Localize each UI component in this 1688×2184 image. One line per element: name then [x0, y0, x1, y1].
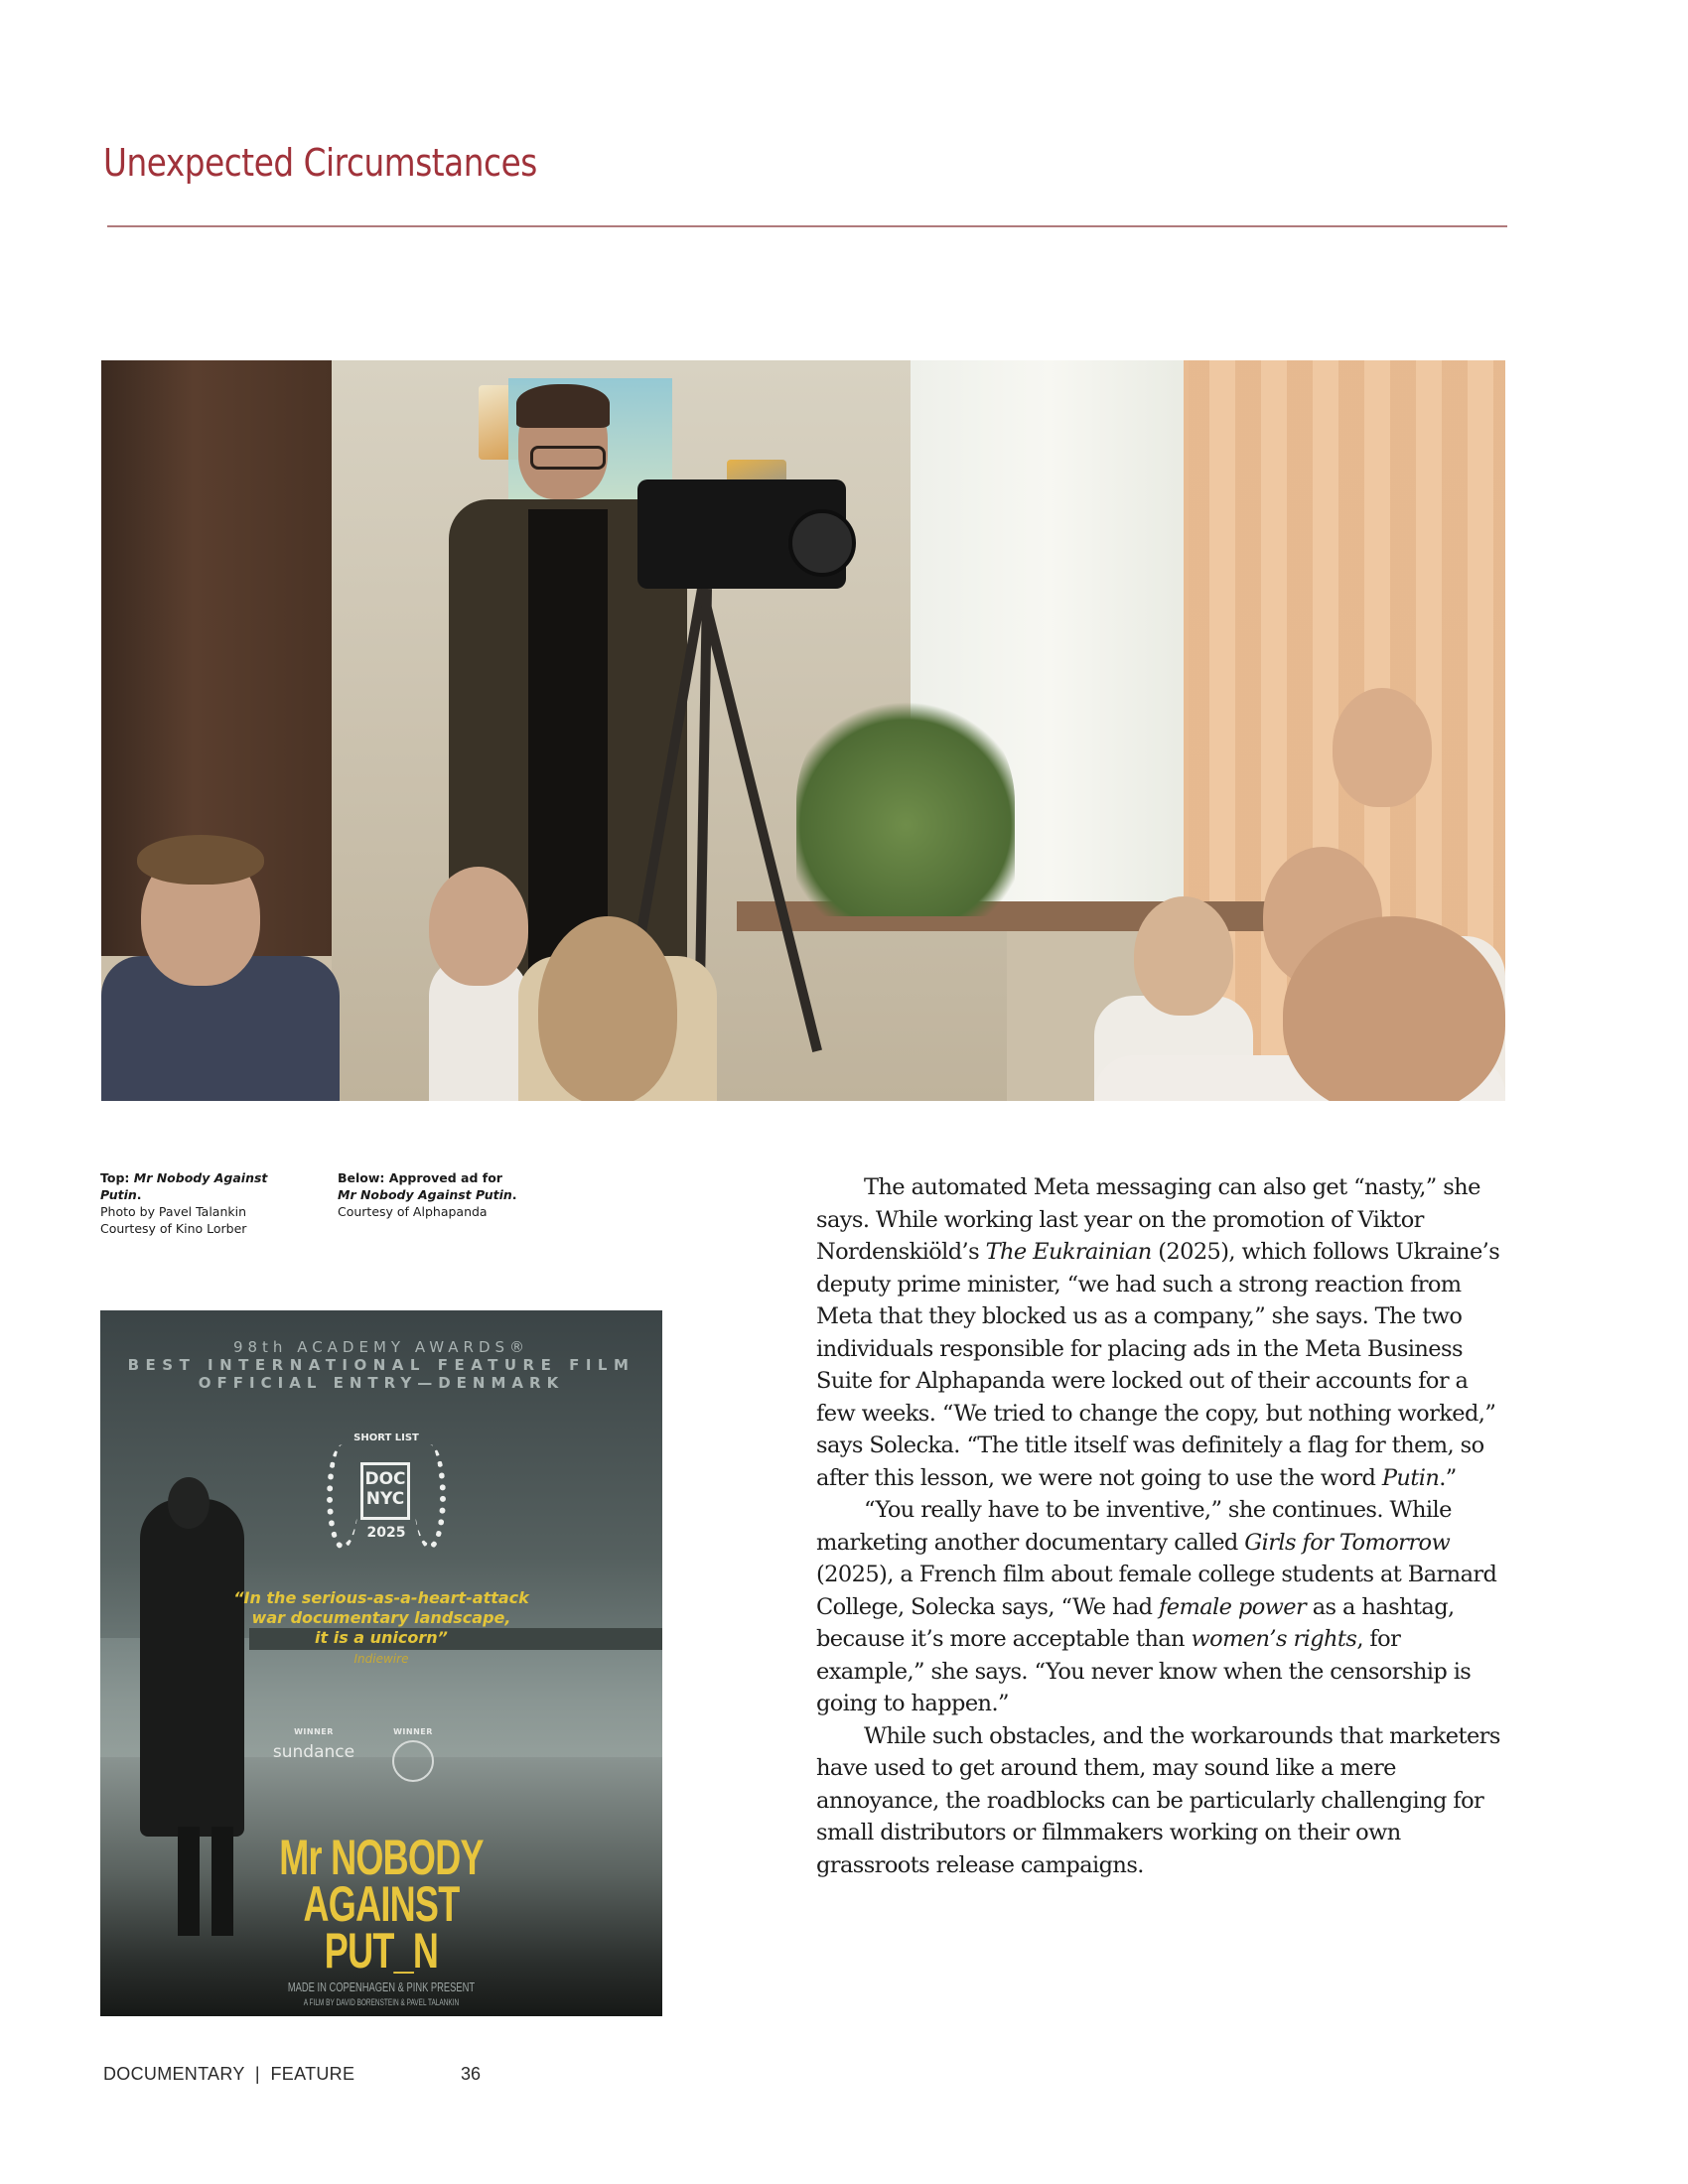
quote-line: war documentary landscape,	[251, 1608, 511, 1627]
child-hair	[137, 835, 264, 885]
title-line: PUT_N	[324, 1923, 439, 1979]
caption-label: Below: Approved ad for	[338, 1170, 502, 1185]
caption-top	[100, 1169, 299, 1237]
docnyc-logo-line: DOC	[364, 1469, 406, 1489]
poster-quote	[100, 1588, 662, 1648]
poster-entry-line: OFFICIAL ENTRY—DENMARK	[198, 1374, 565, 1392]
quote-source: Indiewire	[353, 1652, 409, 1666]
poster-directors: A FILM BY DAVID BORENSTEIN & PAVEL TALANKIN	[303, 1997, 460, 2007]
caption-credit: Photo by Pavel Talankin	[100, 1204, 247, 1219]
poster-academy-line: 98th ACADEMY AWARDS®	[232, 1338, 530, 1356]
page-number: 36	[461, 2064, 482, 2084]
award-name: sundance	[272, 1742, 355, 1762]
emphasis: female power	[1159, 1593, 1307, 1620]
top-photo	[101, 360, 1505, 1101]
video-camera	[637, 479, 846, 589]
poster-presenters: MADE IN COPENHAGEN & PINK PRESENT	[287, 1979, 476, 1994]
text: “You really have to be inventive,” she continues. While marketing another documentary called	[816, 1497, 1452, 1556]
festival-eye-icon	[392, 1740, 434, 1782]
paragraph	[816, 1494, 1501, 1720]
docnyc-laurel	[317, 1425, 456, 1544]
quote-line: “In the serious-as-a-heart-attack	[233, 1588, 529, 1607]
docnyc-logo	[360, 1462, 410, 1520]
caption-below	[338, 1169, 556, 1220]
caption-label: Top:	[100, 1170, 134, 1185]
child-head	[1134, 896, 1233, 1016]
docnyc-logo-line: NYC	[365, 1489, 405, 1509]
section-title: Unexpected Circumstances	[103, 141, 537, 185]
film-poster	[100, 1310, 662, 2016]
quote-line: it is a unicorn”	[315, 1628, 448, 1647]
footer-section: DOCUMENTARY | FEATURE	[103, 2064, 355, 2084]
paragraph	[816, 1171, 1501, 1494]
header-rule	[107, 225, 1507, 227]
poster-figure-head	[168, 1477, 210, 1529]
emphasis: Putin	[1381, 1464, 1440, 1491]
poster-category-line: BEST INTERNATIONAL FEATURE FILM	[127, 1356, 635, 1374]
caption-credit: Courtesy of Alphapanda	[338, 1204, 488, 1219]
text: as a hashtag, because it’s more acceptable than	[816, 1593, 1455, 1652]
text: , for example,” she says. “You never know when the censorship is going to happen.”	[816, 1626, 1472, 1716]
award-label: WINNER	[294, 1727, 334, 1736]
text: .”	[1439, 1464, 1457, 1491]
text: While such obstacles, and the workarounds that marketers have used to get around them, may sound like a mere annoyance, the roadblocks can be particularly challenging for small distributors or filmmakers working on their own grassroots release campaigns.	[816, 1722, 1500, 1878]
festival-award	[353, 1727, 473, 1782]
caption-film-title: Mr Nobody Against	[133, 1170, 268, 1185]
caption-credit: Courtesy of Kino Lorber	[100, 1221, 247, 1236]
plant	[796, 688, 1015, 916]
title-line: Mr NOBODY	[279, 1830, 484, 1885]
caption-film-title: Putin	[100, 1187, 137, 1202]
article-body	[816, 1171, 1501, 1881]
caption-film-title: Mr Nobody Against Putin	[338, 1187, 512, 1202]
child-head	[538, 916, 677, 1101]
child-head	[429, 867, 528, 986]
poster-film-title	[179, 1830, 584, 1979]
caption-period: .	[511, 1187, 517, 1202]
child-head	[1283, 916, 1505, 1101]
emphasis: women’s rights	[1191, 1626, 1357, 1652]
child-head	[1333, 688, 1432, 807]
film-title: Girls for Tomorrow	[1244, 1529, 1451, 1556]
poster-figure	[140, 1499, 244, 1837]
text: (2025), a French film about female college students at Barnard College, Solecka says, “We had	[816, 1562, 1497, 1620]
text: (2025), which follows Ukraine’s deputy prime minister, “we had such a strong reaction from Meta that they blocked us as a company,” she says. The two individuals responsible for placing ads in the Meta Business Suite for Alphapanda were locked out of their accounts for a few weeks. “We tried to change the copy, but nothing worked,” says Solecka. “The title itself was definitely a flag for them, so after this lesson, we were not going to use the word	[816, 1239, 1500, 1491]
title-line: AGAINST	[303, 1876, 460, 1932]
award-label: WINNER	[393, 1727, 433, 1736]
text: The automated Meta messaging can also get “nasty,” she says. While working last year on the promotion of Viktor Nordenskiöld’s	[816, 1174, 1480, 1265]
paragraph	[816, 1720, 1501, 1882]
film-title: The Eukrainian	[985, 1239, 1152, 1265]
laurel-shortlist: SHORT LIST	[353, 1433, 419, 1443]
laurel-year: 2025	[366, 1525, 406, 1541]
caption-period: .	[136, 1187, 142, 1202]
